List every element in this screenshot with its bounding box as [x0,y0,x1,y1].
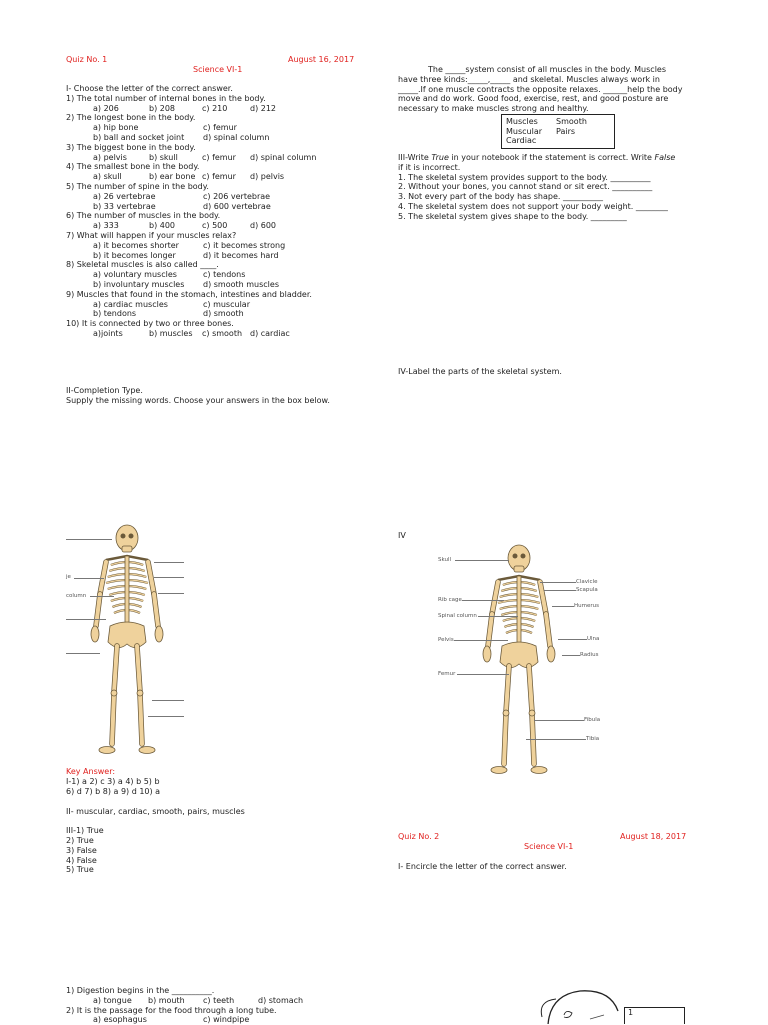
quiz2-subject: Science VI-1 [524,842,574,851]
question-2-options [66,133,386,143]
word-choice: Pairs [556,126,576,136]
label-line [66,619,106,620]
label-skull: Skull [438,557,452,563]
question-1: 1) The total number of internal bones in the body. [66,93,266,103]
part2-paragraph [398,65,728,114]
label-je: je [66,574,71,580]
word-choice-table [506,117,601,146]
option: d) 600 vertebrae [203,201,271,211]
label-line [152,700,184,701]
question-2: 2) The longest bone in the body. [66,113,196,123]
quiz2-date: August 18, 2017 [620,832,687,841]
label-fibula: Fibula [584,717,601,723]
option: c) 206 vertebrae [203,191,271,201]
option: b) ear bone [149,172,196,182]
question-9: 9) Muscles that found in the stomach, intestines and bladder. [66,289,312,299]
option: c) 500 [202,221,228,231]
label-line [478,616,518,617]
option: d) pelvis [250,172,285,182]
question-10-options [66,329,386,339]
part3-heading-mid: in your notebook if the statement is correct. Write [448,153,655,162]
option: c) tendons [203,270,246,280]
paragraph-line: have three kinds:_____,_____ and skeletal. Muscles always work in [398,74,660,84]
part2-heading: II-Completion Type. [66,386,143,395]
key-part3-4: 4) False [66,855,97,865]
label-line [455,560,509,561]
label-line [552,606,574,607]
option: d) cardiac [250,328,290,338]
quiz1-title: Quiz No. 1 [66,55,108,64]
option: d) spinal column [203,132,270,142]
label-ribcage: Rib cage [438,597,462,603]
part4-heading: IV-Label the parts of the skeletal system. [398,367,562,376]
option: d) it becomes hard [203,250,279,260]
label-scapula: Scapula [576,587,598,593]
option: b) ball and socket joint [93,132,185,142]
part3-item: 4. The skeletal system does not support your body weight. ________ [398,201,668,211]
option: c) teeth [203,995,235,1005]
option: c) windpipe [203,1015,250,1025]
part3-heading-line2: if it is incorrect. [398,162,461,172]
option: d) 212 [250,103,277,113]
label-line [562,655,580,656]
question-9-options [66,300,386,310]
word-choice: Muscular [506,126,543,136]
option: a) voluntary muscles [93,270,177,280]
quiz1-part2-block [66,386,330,406]
label-tibia: Tibia [586,736,600,742]
option: b) muscles [149,328,193,338]
key-answer-block [66,767,245,875]
part3-true-word: True [431,153,449,162]
label-line [66,653,100,654]
question-2-options [66,123,386,133]
quiz1-part1 [66,84,386,339]
question-4-options [66,172,386,182]
part3-item: 3. Not every part of the body has shape. __________ [398,192,603,202]
option: a) it becomes shorter [93,240,179,250]
option: a) pelvis [93,152,127,162]
label-line [462,600,504,601]
question-8: 8) Skeletal muscles is also called ____. [66,260,219,270]
quiz2-part1-heading: I- Encircle the letter of the correct answer. [398,862,567,871]
quiz1-date: August 16, 2017 [288,55,355,64]
option: c) smooth [202,328,243,338]
left-skeleton-drawing [62,522,192,762]
key-part3-2: 2) True [66,835,94,845]
part3-item: 5. The skeletal system gives shape to the body. _________ [398,211,627,221]
label-clavicle: Clavicle [576,579,598,585]
label-ulna: Ulna [587,636,600,642]
question-10: 10) It is connected by two or three bones. [66,319,234,329]
paragraph-line: necessary to make muscles strong and healthy. [398,104,589,114]
key-part3-5: 5) True [66,865,94,875]
quiz2-questions [66,986,303,1025]
option: b) involuntary muscles [93,279,185,289]
label-line [558,639,587,640]
part1-question-list [66,94,386,339]
option: d) spinal column [250,152,317,162]
option: b) it becomes longer [93,250,176,260]
key-part3-1: III-1) True [66,826,104,836]
label-line [90,596,114,597]
label-line [540,582,576,583]
option: a) 26 vertebrae [93,191,156,201]
quiz2-q2: 2) It is the passage for the food through a long tube. [66,1005,277,1015]
label-line [534,720,584,721]
question-4: 4) The smallest bone in the body. [66,162,200,172]
word-choice [556,136,601,146]
quiz1-part3 [398,153,738,222]
right-skeleton-drawing [454,542,584,782]
paragraph-line: _____.If one muscle contracts the opposite relaxes. ______help the body [398,84,683,94]
key-line2: 6) d 7) b 8) a 9) d 10) a [66,786,161,796]
question-3-options [66,153,386,163]
left-skeleton-figure [62,522,192,762]
question-8-options [66,280,386,290]
word-choice: Cardiac [506,136,537,145]
quiz2-figure [520,985,690,1024]
figure-number: 1 [628,1008,634,1017]
label-line [454,640,508,641]
part3-item: 1. The skeletal system provides support to the body. __________ [398,172,651,182]
label-line [66,539,112,540]
part3-false-word: False [654,153,676,162]
option: a) cardiac muscles [93,299,168,309]
label-line [148,716,184,717]
question-7-options [66,241,386,251]
question-6: 6) The number of muscles in the body. [66,211,221,221]
option: a) tongue [93,995,132,1005]
question-8-options [66,270,386,280]
figure-number-box [624,1007,685,1024]
option: d) 600 [250,221,277,231]
quiz1-subject: Science VI-1 [193,65,243,74]
option: b) 208 [149,103,176,113]
option: b) tendons [93,309,137,319]
word-choice-box [501,114,615,149]
part1-heading: I- Choose the letter of the correct answer. [66,84,233,93]
option: c) femur [203,123,237,133]
option: a) 333 [93,221,119,231]
option: d) smooth muscles [203,279,279,289]
option: c) it becomes strong [203,240,286,250]
option: b) 33 vertebrae [93,201,156,211]
option: c) femur [202,172,236,182]
question-6-options [66,221,386,231]
paragraph-line: The _____system consist of all muscles in the body. Muscles [428,65,667,74]
label-column: column [66,593,87,599]
key-part3-3: 3) False [66,845,97,855]
figure-marker: IV [398,531,406,540]
right-skeleton-figure [428,540,608,785]
word-choice: Smooth [556,117,587,126]
label-line [457,674,509,675]
label-radius: Radius [580,652,599,658]
quiz2-q1-options [66,996,303,1006]
part3-heading [398,153,738,163]
option: d) smooth [203,309,244,319]
part2-instruction: Supply the missing words. Choose your answers in the box below. [66,395,330,405]
label-line [74,578,104,579]
quiz2-q1: 1) Digestion begins in the __________. [66,986,215,995]
option: b) mouth [148,995,185,1005]
label-humerus: Humerus [574,603,599,609]
label-line [544,590,576,591]
label-line [154,562,184,563]
question-1-options [66,104,386,114]
label-pelvis: Pelvis [438,637,454,643]
option: d) stomach [258,995,304,1005]
part3-heading-pre: III-Write [398,153,432,162]
question-5: 5) The number of spine in the body. [66,181,209,191]
question-5-options [66,202,386,212]
question-7-options [66,251,386,261]
quiz2-title: Quiz No. 2 [398,832,440,841]
question-3: 3) The biggest bone in the body. [66,142,196,152]
key-part2: II- muscular, cardiac, smooth, pairs, muscles [66,807,245,817]
option: b) 400 [149,221,176,231]
option: c) femur [202,152,236,162]
option: c) 210 [202,103,228,113]
label-femur: Femur [438,671,456,677]
option: a) esophagus [93,1015,147,1025]
label-line [526,739,586,740]
word-choice: Muscles [506,117,538,126]
key-heading: Key Answer: [66,767,116,776]
option: a)joints [93,328,123,338]
question-9-options [66,309,386,319]
question-7: 7) What will happen if your muscles relax? [66,230,237,240]
option: a) 206 [93,103,119,113]
part3-item: 2. Without your bones, you cannot stand or sit erect. __________ [398,182,653,192]
option: a) skull [93,172,122,182]
option: c) muscular [203,299,250,309]
option: a) hip bone [93,123,139,133]
key-line1: I-1) a 2) c 3) a 4) b 5) b [66,776,160,786]
label-spinal-column: Spinal column [438,613,477,619]
label-line [154,577,184,578]
paragraph-line: move and do work. Good food, exercise, rest, and good posture are [398,94,669,104]
question-5-options [66,192,386,202]
option: b) skull [149,152,178,162]
label-line [158,593,184,594]
